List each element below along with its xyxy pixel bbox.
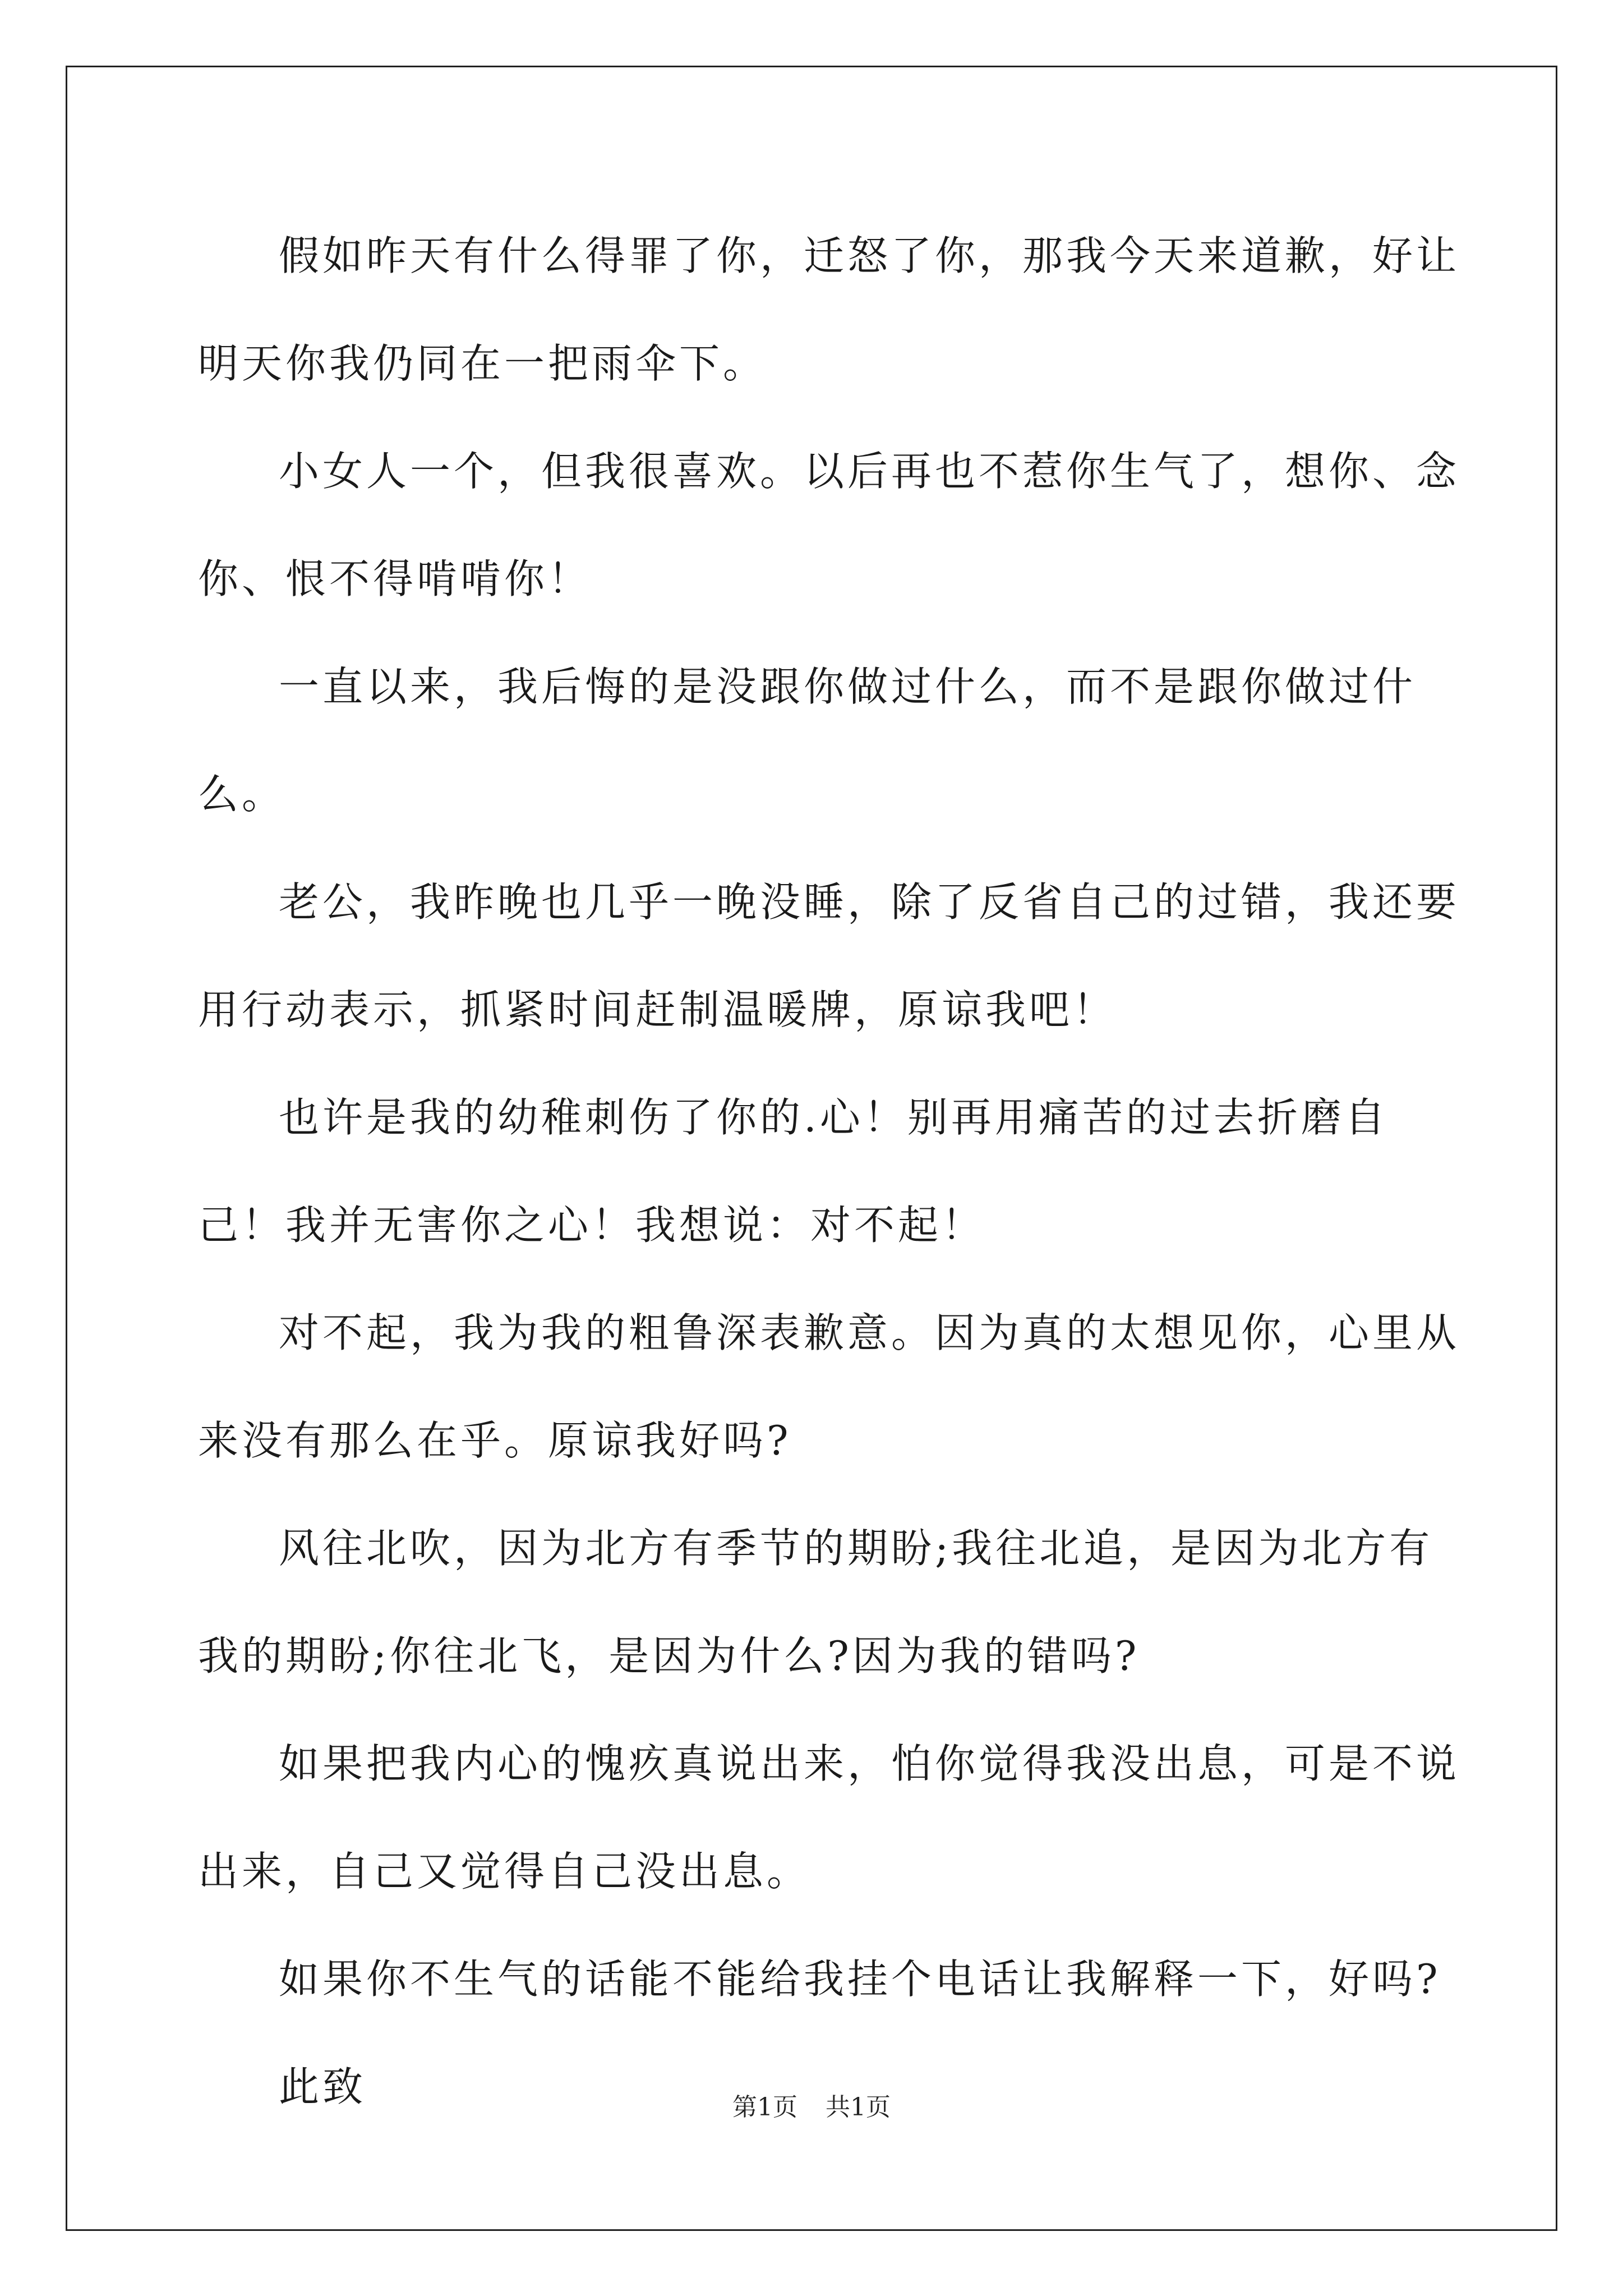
page-footer (0, 2087, 1623, 2123)
paragraph: 假如昨天有什么得罪了你，迁怒了你，那我今天来道歉，好让明天你我仍同在一把雨伞下。 (198, 232, 1460, 387)
paragraph: 一直以来，我后悔的是没跟你做过什么，而不是跟你做过什么。 (198, 663, 1417, 818)
paragraph: 对不起，我为我的粗鲁深表歉意。因为真的太想见你，心里从来没有那么在乎。原谅我好吗? (198, 1309, 1460, 1464)
page-total: 共1页 (826, 2093, 891, 2122)
page-number: 第1页 (732, 2093, 797, 2122)
closing-salutation: 此致 (279, 2063, 367, 2110)
document-body (198, 202, 1465, 2141)
paragraph: 老公，我昨晚也几乎一晚没睡，除了反省自己的过错，我还要用行动表示，抓紧时间赶制温暖牌，原谅我吧！ (198, 878, 1460, 1033)
paragraph: 小女人一个，但我很喜欢。以后再也不惹你生气了，想你、念你、恨不得啃啃你！ (198, 448, 1460, 602)
paragraph: 也许是我的幼稚刺伤了你的.心！别再用痛苦的过去折磨自己！我并无害你之心！我想说：对不起！ (198, 1094, 1389, 1249)
paragraph: 风往北吹，因为北方有季节的期盼;我往北追，是因为北方有我的期盼;你往北飞，是因为什么?因为我的错吗? (198, 1525, 1433, 1680)
paragraph: 如果把我内心的愧疚真说出来，怕你觉得我没出息，可是不说出来，自己又觉得自己没出息。 (198, 1740, 1460, 1895)
paragraph: 如果你不生气的话能不能给我挂个电话让我解释一下，好吗? (279, 1955, 1441, 2003)
